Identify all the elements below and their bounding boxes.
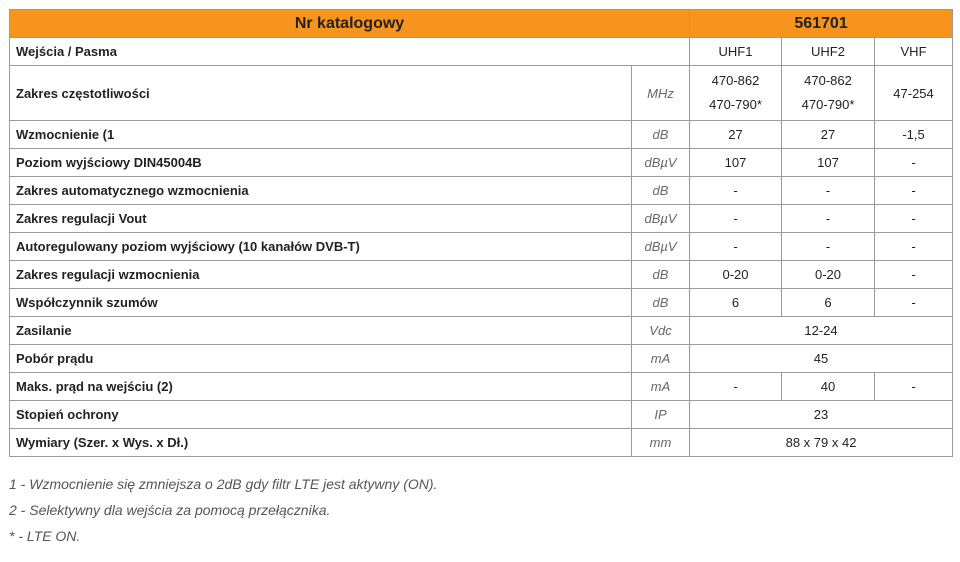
merged-value: 12-24 <box>690 317 953 345</box>
bands-label: Wejścia / Pasma <box>10 38 690 66</box>
row-label: Współczynnik szumów <box>10 289 632 317</box>
footnote-2: 2 - Selektywny dla wejścia za pomocą przełącznika. <box>9 502 331 518</box>
vhf-value: - <box>875 205 953 233</box>
row-label: Maks. prąd na wejściu (2) <box>10 373 632 401</box>
row-unit: dB <box>632 177 690 205</box>
table-row <box>10 121 953 149</box>
uhf2-value: - <box>782 177 875 205</box>
row-label: Zakres automatycznego wzmocnienia <box>10 177 632 205</box>
uhf1-freq-full: 470-862 <box>711 73 760 88</box>
uhf1-value: - <box>690 373 782 401</box>
uhf1-value <box>690 66 782 121</box>
uhf2-value: - <box>782 233 875 261</box>
uhf1-value: - <box>690 205 782 233</box>
uhf1-value: - <box>690 233 782 261</box>
row-label: Wymiary (Szer. x Wys. x Dł.) <box>10 429 632 457</box>
header-row <box>10 10 953 38</box>
row-unit: dB <box>632 121 690 149</box>
uhf2-value: 0-20 <box>782 261 875 289</box>
table-row <box>10 149 953 177</box>
row-unit: mA <box>632 345 690 373</box>
vhf-value: - <box>875 177 953 205</box>
row-unit: dBµV <box>632 233 690 261</box>
uhf1-value: - <box>690 177 782 205</box>
row-label: Zasilanie <box>10 317 632 345</box>
row-label: Wzmocnienie (1 <box>10 121 632 149</box>
table-row <box>10 261 953 289</box>
vhf-value: - <box>875 149 953 177</box>
row-label: Zakres regulacji Vout <box>10 205 632 233</box>
table-row <box>10 373 953 401</box>
uhf2-value: 27 <box>782 121 875 149</box>
uhf2-value: - <box>782 205 875 233</box>
uhf1-value: 107 <box>690 149 782 177</box>
uhf2-value: 40 <box>782 373 875 401</box>
row-unit: Vdc <box>632 317 690 345</box>
vhf-value: - <box>875 233 953 261</box>
table-row <box>10 401 953 429</box>
row-unit: dB <box>632 261 690 289</box>
merged-value: 88 x 79 x 42 <box>690 429 953 457</box>
catalog-number-value: 561701 <box>690 10 953 38</box>
table-row <box>10 233 953 261</box>
table-row <box>10 429 953 457</box>
row-label: Stopień ochrony <box>10 401 632 429</box>
footnotes <box>9 471 952 549</box>
table-row <box>10 289 953 317</box>
merged-value: 23 <box>690 401 953 429</box>
bands-row <box>10 38 953 66</box>
catalog-number-heading: Nr katalogowy <box>10 10 690 38</box>
footnote-1: 1 - Wzmocnienie się zmniejsza o 2dB gdy filtr LTE jest aktywny (ON). <box>9 476 438 492</box>
row-label: Zakres częstotliwości <box>10 66 632 121</box>
row-label: Pobór prądu <box>10 345 632 373</box>
table-row <box>10 205 953 233</box>
uhf2-freq-lte: 470-790* <box>801 97 855 112</box>
band-uhf2: UHF2 <box>782 38 875 66</box>
row-unit: MHz <box>632 66 690 121</box>
row-unit: dB <box>632 289 690 317</box>
uhf2-value: 107 <box>782 149 875 177</box>
uhf2-freq-full: 470-862 <box>804 73 852 88</box>
merged-value: 45 <box>690 345 953 373</box>
band-uhf1: UHF1 <box>690 38 782 66</box>
band-vhf: VHF <box>875 38 953 66</box>
uhf2-value <box>782 66 875 121</box>
vhf-value: - <box>875 289 953 317</box>
footnote-3: * - LTE ON. <box>9 528 81 544</box>
vhf-value: 47-254 <box>875 66 953 121</box>
uhf1-freq-lte: 470-790* <box>709 97 762 112</box>
table-row <box>10 345 953 373</box>
row-unit: IP <box>632 401 690 429</box>
uhf1-value: 6 <box>690 289 782 317</box>
table-row <box>10 317 953 345</box>
vhf-value: -1,5 <box>875 121 953 149</box>
row-unit: dBµV <box>632 205 690 233</box>
uhf1-value: 0-20 <box>690 261 782 289</box>
uhf2-value: 6 <box>782 289 875 317</box>
vhf-value: - <box>875 261 953 289</box>
spec-sheet <box>9 9 952 549</box>
row-unit: dBµV <box>632 149 690 177</box>
row-label: Autoregulowany poziom wyjściowy (10 kanałów DVB-T) <box>10 233 632 261</box>
spec-table <box>9 9 953 457</box>
table-row <box>10 66 953 121</box>
row-unit: mm <box>632 429 690 457</box>
uhf1-value: 27 <box>690 121 782 149</box>
row-unit: mA <box>632 373 690 401</box>
row-label: Zakres regulacji wzmocnienia <box>10 261 632 289</box>
vhf-value: - <box>875 373 953 401</box>
table-row <box>10 177 953 205</box>
row-label: Poziom wyjściowy DIN45004B <box>10 149 632 177</box>
